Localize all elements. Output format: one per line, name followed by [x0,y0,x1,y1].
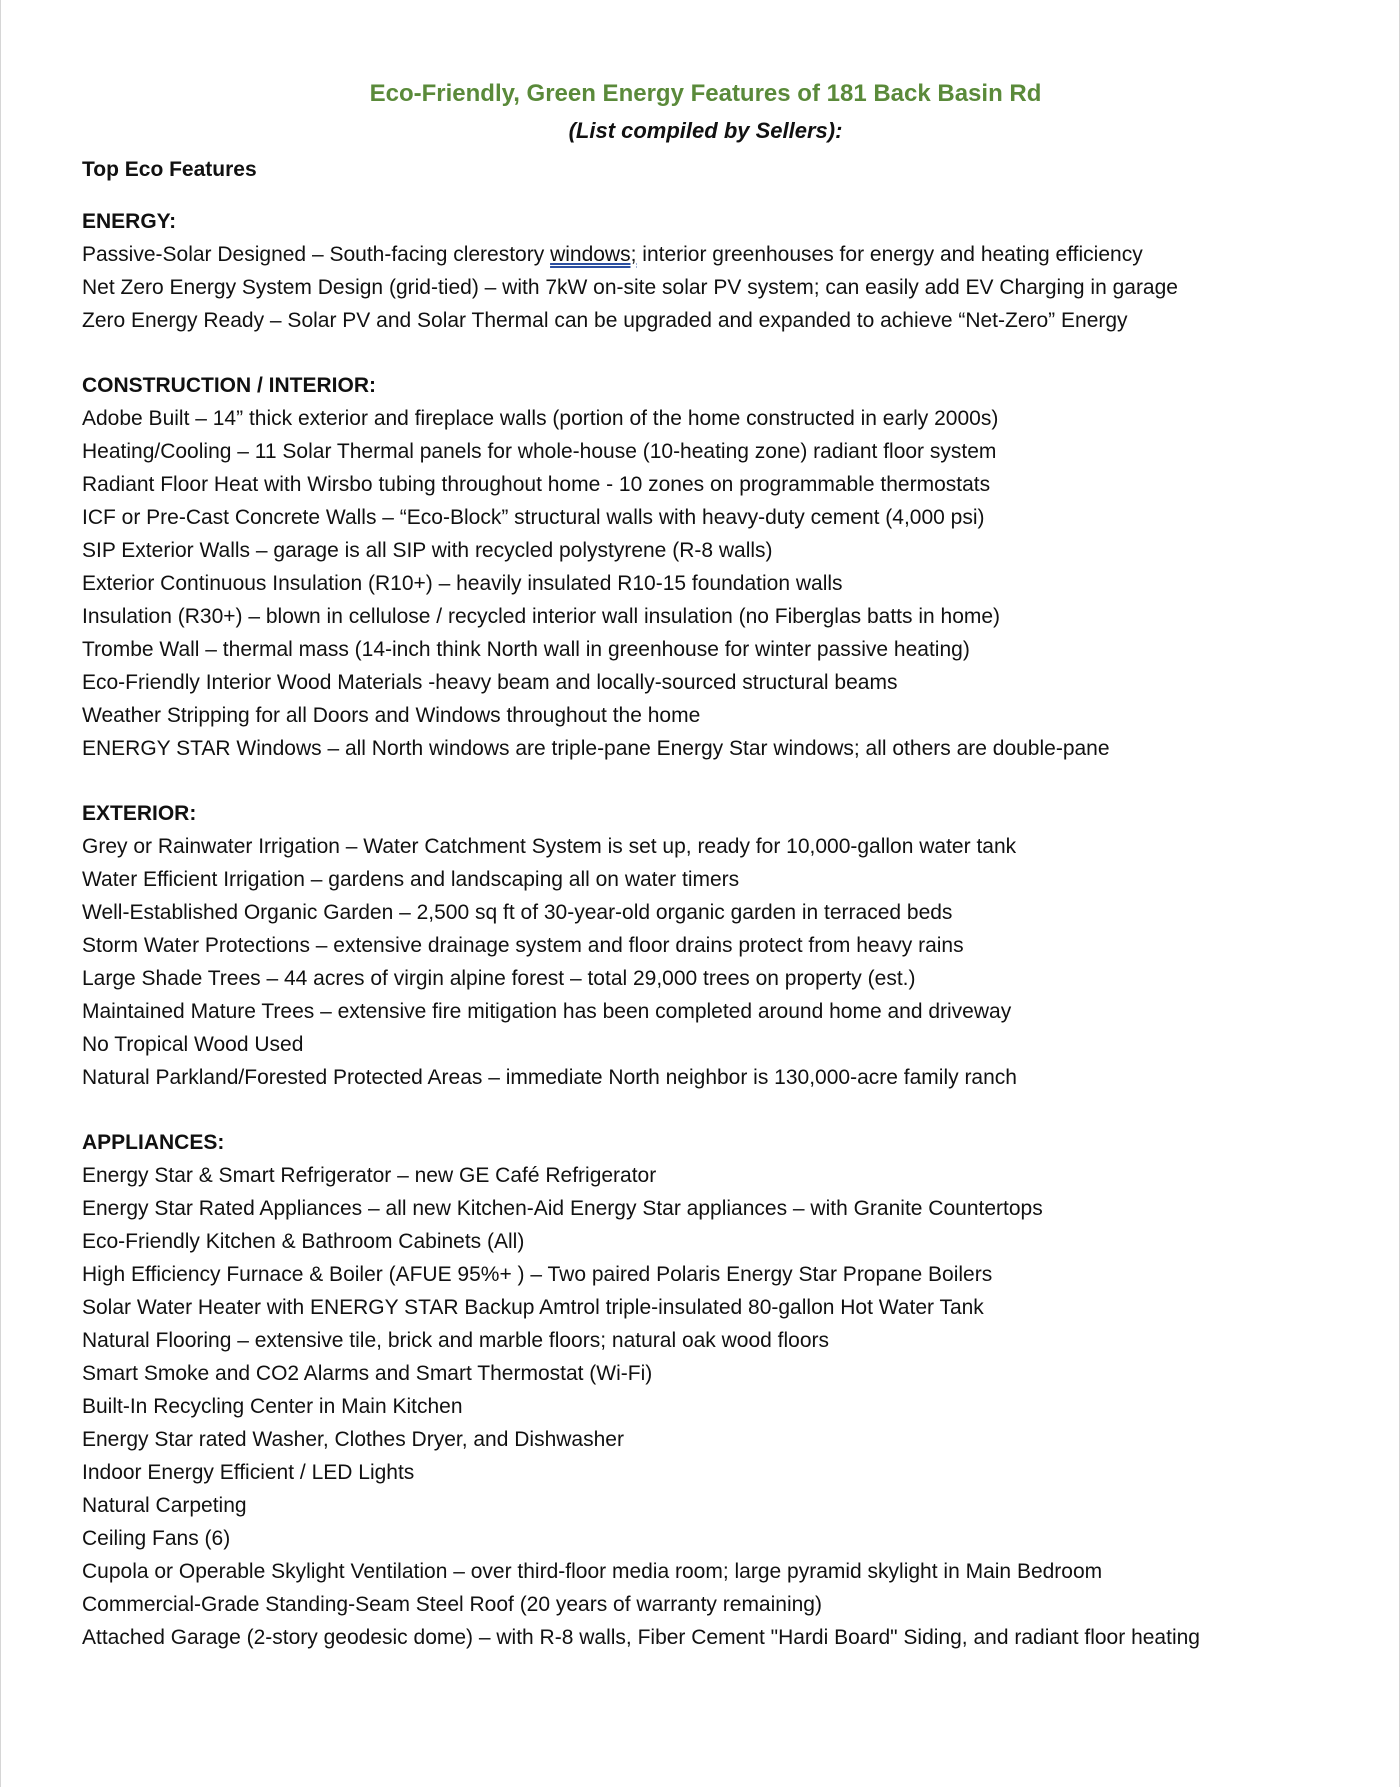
list-item: Eco-Friendly Kitchen & Bathroom Cabinets (All) [82,1230,525,1253]
underlined-word: windows; [550,243,637,266]
list-item: Zero Energy Ready – Solar PV and Solar Thermal can be upgraded and expanded to achieve “Net-Zero” Energy [82,309,1128,332]
list-item: High Efficiency Furnace & Boiler (AFUE 95%+ ) – Two paired Polaris Energy Star Propane Boilers [82,1263,993,1286]
list-item: Exterior Continuous Insulation (R10+) – heavily insulated R10-15 foundation walls [82,572,843,595]
list-item: Well-Established Organic Garden – 2,500 sq ft of 30-year-old organic garden in terraced beds [82,901,953,924]
document-subtitle: (List compiled by Sellers): [568,118,843,143]
list-item: Energy Star rated Washer, Clothes Dryer, and Dishwasher [82,1428,624,1451]
section-exterior [82,798,1329,1094]
list-item: Smart Smoke and CO2 Alarms and Smart Thermostat (Wi-Fi) [82,1362,653,1385]
list-item: Natural Flooring – extensive tile, brick and marble floors; natural oak wood floors [82,1329,830,1352]
list-item: Ceiling Fans (6) [82,1527,231,1550]
list-item: Natural Parkland/Forested Protected Areas – immediate North neighbor is 130,000-acre family ranch [82,1066,1017,1089]
section-heading-appliances: APPLIANCES: [82,1131,225,1154]
list-item: Adobe Built – 14” thick exterior and fireplace walls (portion of the home constructed in early 2000s) [82,407,999,430]
list-item: Heating/Cooling – 11 Solar Thermal panels for whole-house (10-heating zone) radiant floor system [82,440,997,463]
list-item: Built-In Recycling Center in Main Kitchen [82,1395,463,1418]
list-item: Grey or Rainwater Irrigation – Water Catchment System is set up, ready for 10,000-gallon water tank [82,835,1017,858]
section-construction [82,370,1329,765]
list-item: Trombe Wall – thermal mass (14-inch think North wall in greenhouse for winter passive heating) [82,638,970,661]
list-item: Natural Carpeting [82,1494,247,1517]
list-item: Energy Star & Smart Refrigerator – new GE Café Refrigerator [82,1164,657,1187]
section-appliances [82,1127,1329,1654]
list-item: Attached Garage (2-story geodesic dome) – with R-8 walls, Fiber Cement "Hardi Board" Siding, and radiant floor heating [82,1626,1200,1649]
list-item: Solar Water Heater with ENERGY STAR Backup Amtrol triple-insulated 80-gallon Hot Water Tank [82,1296,984,1319]
section-heading-exterior: EXTERIOR: [82,802,197,825]
list-item: SIP Exterior Walls – garage is all SIP with recycled polystyrene (R-8 walls) [82,539,773,562]
section-heading-energy: ENERGY: [82,210,177,233]
list-item: Eco-Friendly Interior Wood Materials -heavy beam and locally-sourced structural beams [82,671,898,694]
list-item: Cupola or Operable Skylight Ventilation – over third-floor media room; large pyramid skylight in Main Bedroom [82,1560,1103,1583]
list-item: Insulation (R30+) – blown in cellulose / recycled interior wall insulation (no Fiberglas batts in home) [82,605,1001,628]
list-item: ENERGY STAR Windows – all North windows are triple-pane Energy Star windows; all others are double-pane [82,737,1110,760]
list-item: Water Efficient Irrigation – gardens and landscaping all on water timers [82,868,740,891]
list-item: Large Shade Trees – 44 acres of virgin alpine forest – total 29,000 trees on property (est.) [82,967,916,990]
list-item [82,238,1329,271]
list-item: Radiant Floor Heat with Wirsbo tubing throughout home - 10 zones on programmable thermostats [82,473,991,496]
document-title: Eco-Friendly, Green Energy Features of 181 Back Basin Rd [369,80,1042,107]
list-item: Commercial-Grade Standing-Seam Steel Roof (20 years of warranty remaining) [82,1593,822,1616]
list-item: Net Zero Energy System Design (grid-tied) – with 7kW on-site solar PV system; can easily add EV Charging in garage [82,276,1178,299]
section-energy [82,206,1329,337]
list-item: Maintained Mature Trees – extensive fire mitigation has been completed around home and driveway [82,1000,1012,1023]
section-heading-construction: CONSTRUCTION / INTERIOR: [82,374,376,397]
item-text: interior greenhouses for energy and heating efficiency [636,243,1143,266]
list-item: Storm Water Protections – extensive drainage system and floor drains protect from heavy rains [82,934,964,957]
list-item: Weather Stripping for all Doors and Windows throughout the home [82,704,701,727]
list-item: Indoor Energy Efficient / LED Lights [82,1461,415,1484]
list-item: ICF or Pre-Cast Concrete Walls – “Eco-Block” structural walls with heavy-duty cement (4,000 psi) [82,506,985,529]
list-item: No Tropical Wood Used [82,1033,304,1056]
item-text: Passive-Solar Designed – South-facing clerestory [82,243,551,266]
list-item: Energy Star Rated Appliances – all new Kitchen-Aid Energy Star appliances – with Granite Countertops [82,1197,1043,1220]
top-features-label: Top Eco Features [82,158,257,181]
